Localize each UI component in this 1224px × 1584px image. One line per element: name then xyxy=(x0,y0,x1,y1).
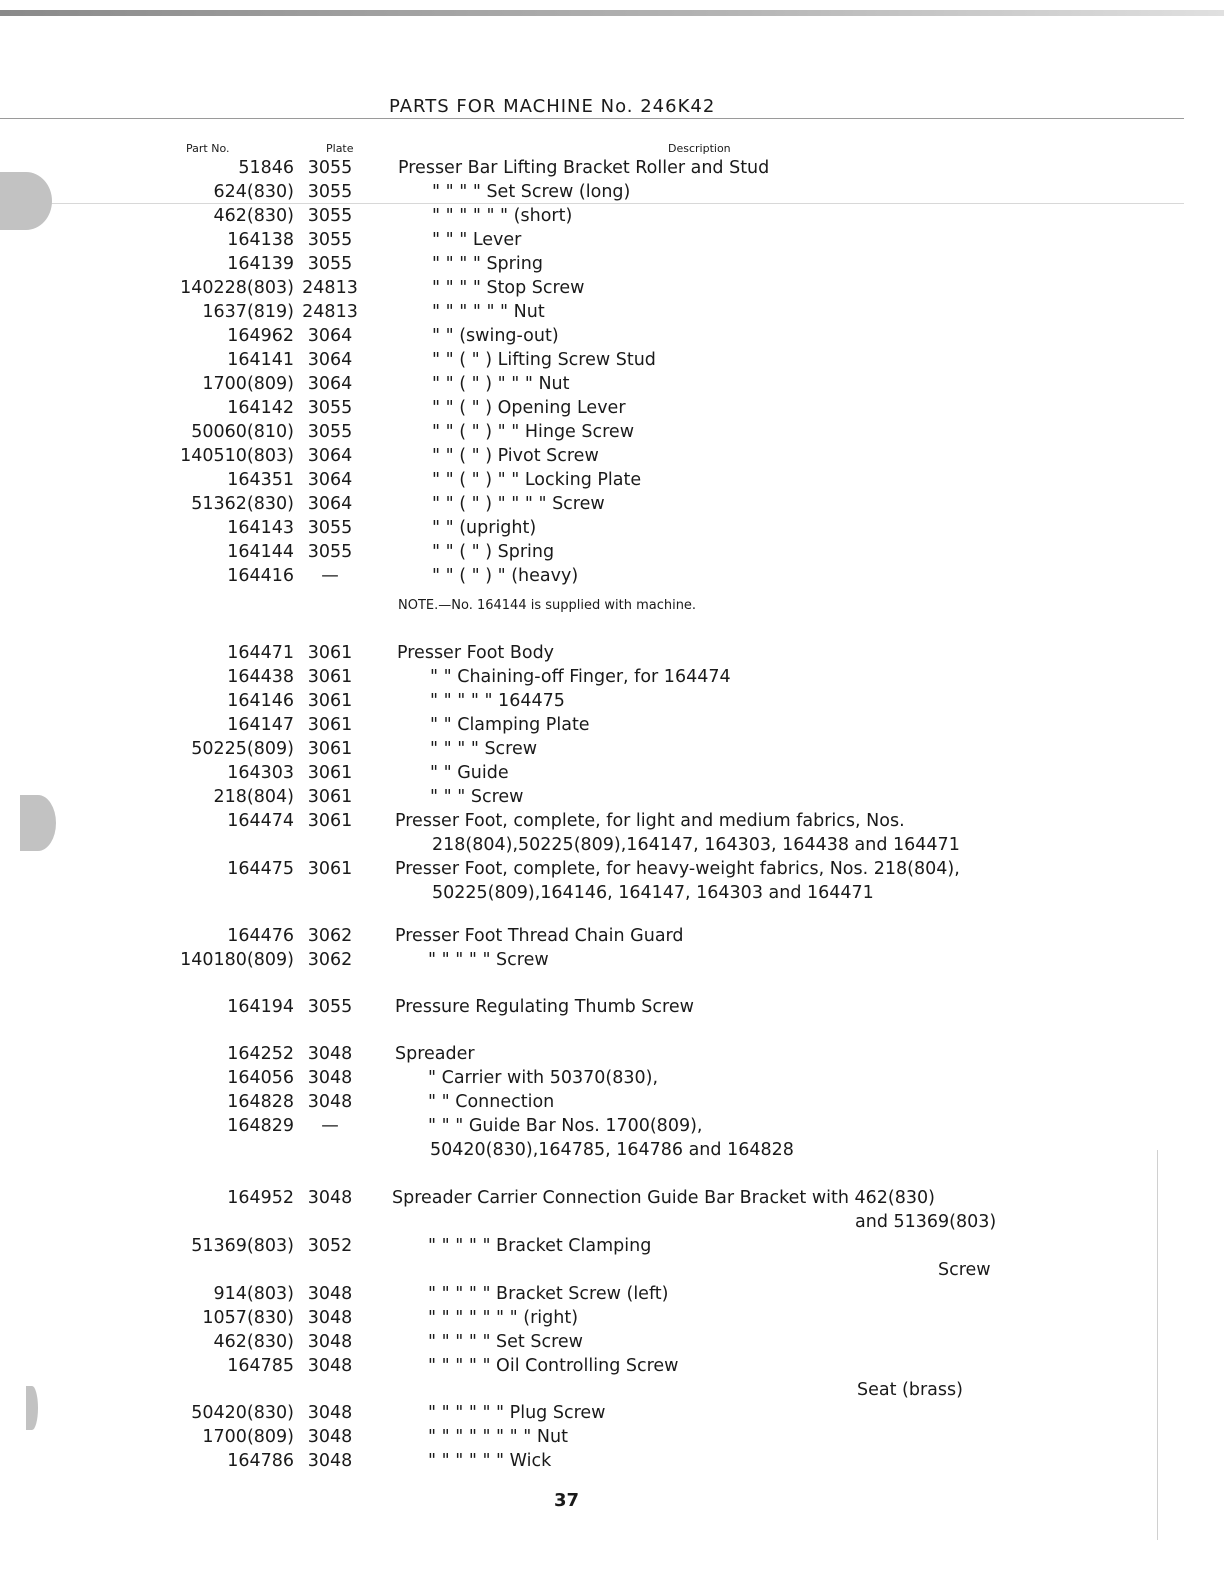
parts-row xyxy=(0,252,1224,276)
part-description: " " ( " ) Spring xyxy=(432,542,555,562)
header-description: Description xyxy=(668,142,731,155)
plate-number: 3055 xyxy=(307,230,353,250)
plate-number: 3061 xyxy=(307,691,353,711)
plate-number: 3055 xyxy=(307,422,353,442)
parts-row xyxy=(0,180,1224,204)
part-description: Spreader Carrier Connection Guide Bar Bracket with 462(830) xyxy=(392,1188,935,1208)
parts-row-continuation xyxy=(0,833,1224,857)
plate-number: 3048 xyxy=(307,1332,353,1352)
plate-number: 3061 xyxy=(307,739,353,759)
part-description: Presser Foot, complete, for heavy-weight fabrics, Nos. 218(804), xyxy=(395,859,960,879)
plate-number: 3062 xyxy=(307,950,353,970)
parts-row xyxy=(0,809,1224,833)
part-number: 164828 xyxy=(227,1092,294,1112)
part-description: " " " " Screw xyxy=(430,739,538,759)
part-description: " " " Guide Bar Nos. 1700(809), xyxy=(428,1116,703,1136)
part-description: Presser Foot Body xyxy=(397,643,555,663)
part-number: 164147 xyxy=(227,715,294,735)
part-number: 218(804) xyxy=(213,787,294,807)
parts-row xyxy=(0,995,1224,1019)
part-number: 164351 xyxy=(227,470,294,490)
plate-number: 3048 xyxy=(307,1451,353,1471)
title-rule xyxy=(0,118,1184,119)
parts-row-continuation xyxy=(0,1138,1224,1162)
parts-row xyxy=(0,1282,1224,1306)
parts-row xyxy=(0,204,1224,228)
plate-number: — xyxy=(321,1116,339,1136)
plate-number: 3061 xyxy=(307,859,353,879)
parts-row xyxy=(0,1042,1224,1066)
parts-row xyxy=(0,1449,1224,1473)
parts-row xyxy=(0,1330,1224,1354)
part-description: " " ( " ) Pivot Screw xyxy=(432,446,599,466)
part-number: 164146 xyxy=(227,691,294,711)
parts-row xyxy=(0,564,1224,588)
plate-number: 3048 xyxy=(307,1188,353,1208)
parts-row xyxy=(0,228,1224,252)
part-description: " " (swing-out) xyxy=(432,326,559,346)
part-description: " " " " " Screw xyxy=(428,950,549,970)
plate-number: 3048 xyxy=(307,1427,353,1447)
part-number: 140228(803) xyxy=(180,278,294,298)
part-number: 51846 xyxy=(238,158,294,178)
plate-number: — xyxy=(321,566,339,586)
parts-row xyxy=(0,324,1224,348)
part-description: " " ( " ) " " Locking Plate xyxy=(432,470,642,490)
parts-row xyxy=(0,1234,1224,1258)
parts-row xyxy=(0,1066,1224,1090)
part-number: 50225(809) xyxy=(191,739,294,759)
part-description: 218(804),50225(809),164147, 164303, 164438 and 164471 xyxy=(432,835,960,855)
part-number: 164194 xyxy=(227,997,294,1017)
parts-row xyxy=(0,665,1224,689)
plate-number: 3048 xyxy=(307,1284,353,1304)
part-number: 164962 xyxy=(227,326,294,346)
part-description: " " " " " Bracket Screw (left) xyxy=(428,1284,669,1304)
parts-row xyxy=(0,156,1224,180)
part-number: 1637(819) xyxy=(202,302,294,322)
part-description: " " (upright) xyxy=(432,518,537,538)
plate-number: 3055 xyxy=(307,542,353,562)
part-number: 164476 xyxy=(227,926,294,946)
parts-row-continuation xyxy=(0,1378,1224,1402)
part-description: " " " " Set Screw (long) xyxy=(432,182,631,202)
parts-row xyxy=(0,713,1224,737)
part-description: " " Connection xyxy=(428,1092,555,1112)
part-description: " " ( " ) " " Hinge Screw xyxy=(432,422,635,442)
plate-number: 3055 xyxy=(307,518,353,538)
part-number: 1057(830) xyxy=(202,1308,294,1328)
header-plate: Plate xyxy=(326,142,354,155)
plate-number: 3061 xyxy=(307,787,353,807)
part-number: 164475 xyxy=(227,859,294,879)
part-number: 164474 xyxy=(227,811,294,831)
part-description: " " " " " " " " Nut xyxy=(428,1427,568,1447)
part-number: 462(830) xyxy=(213,206,294,226)
part-number: 164143 xyxy=(227,518,294,538)
part-description: " " " Screw xyxy=(430,787,524,807)
part-description: Presser Bar Lifting Bracket Roller and Stud xyxy=(398,158,770,178)
part-number: 50420(830) xyxy=(191,1403,294,1423)
parts-row xyxy=(0,1306,1224,1330)
part-number: 1700(809) xyxy=(202,374,294,394)
part-description: and 51369(803) xyxy=(855,1212,997,1232)
plate-number: 3064 xyxy=(307,470,353,490)
part-description: 50420(830),164785, 164786 and 164828 xyxy=(430,1140,794,1160)
parts-row xyxy=(0,276,1224,300)
plate-number: 3048 xyxy=(307,1308,353,1328)
part-number: 164786 xyxy=(227,1451,294,1471)
plate-number: 3055 xyxy=(307,398,353,418)
header-part-no: Part No. xyxy=(186,142,230,155)
parts-row xyxy=(0,857,1224,881)
part-description: " " " Lever xyxy=(432,230,522,250)
plate-number: 3048 xyxy=(307,1068,353,1088)
part-description: " " Guide xyxy=(430,763,509,783)
part-description: Presser Foot, complete, for light and medium fabrics, Nos. xyxy=(395,811,905,831)
part-number: 914(803) xyxy=(213,1284,294,1304)
plate-number: 3048 xyxy=(307,1356,353,1376)
part-number: 164471 xyxy=(227,643,294,663)
part-description: Presser Foot Thread Chain Guard xyxy=(395,926,684,946)
part-number: 164139 xyxy=(227,254,294,274)
parts-row xyxy=(0,516,1224,540)
plate-number: 3061 xyxy=(307,715,353,735)
plate-number: 3064 xyxy=(307,374,353,394)
parts-row xyxy=(0,372,1224,396)
parts-row xyxy=(0,948,1224,972)
plate-number: 3055 xyxy=(307,158,353,178)
part-description: " " Chaining-off Finger, for 164474 xyxy=(430,667,731,687)
part-number: 164785 xyxy=(227,1356,294,1376)
part-description: " " " " " " Plug Screw xyxy=(428,1403,606,1423)
part-number: 1700(809) xyxy=(202,1427,294,1447)
part-description: " " " " " " Wick xyxy=(428,1451,552,1471)
part-description: Screw xyxy=(938,1260,991,1280)
plate-number: 3061 xyxy=(307,763,353,783)
plate-number: 3055 xyxy=(307,206,353,226)
part-description: Spreader xyxy=(395,1044,475,1064)
part-description: " " ( " ) " (heavy) xyxy=(432,566,579,586)
parts-row xyxy=(0,492,1224,516)
parts-row xyxy=(0,348,1224,372)
parts-row xyxy=(0,396,1224,420)
scan-top-edge xyxy=(0,10,1224,16)
parts-row-continuation xyxy=(0,881,1224,905)
part-number: 164252 xyxy=(227,1044,294,1064)
part-description: Seat (brass) xyxy=(857,1380,963,1400)
part-number: 164056 xyxy=(227,1068,294,1088)
plate-number: 3064 xyxy=(307,446,353,466)
plate-number: 3052 xyxy=(307,1236,353,1256)
part-number: 164438 xyxy=(227,667,294,687)
part-number: 462(830) xyxy=(213,1332,294,1352)
parts-row xyxy=(0,737,1224,761)
parts-row xyxy=(0,924,1224,948)
part-number: 50060(810) xyxy=(191,422,294,442)
plate-number: 3061 xyxy=(307,811,353,831)
page-number: 37 xyxy=(554,1490,580,1511)
parts-row xyxy=(0,468,1224,492)
part-description: " " " " " " Nut xyxy=(432,302,545,322)
plate-number: 3055 xyxy=(307,254,353,274)
supply-note: NOTE.—No. 164144 is supplied with machine. xyxy=(398,598,697,613)
plate-number: 3062 xyxy=(307,926,353,946)
part-description: " " " " " 164475 xyxy=(430,691,565,711)
part-number: 624(830) xyxy=(213,182,294,202)
part-number: 164829 xyxy=(227,1116,294,1136)
parts-row xyxy=(0,1186,1224,1210)
part-number: 164142 xyxy=(227,398,294,418)
plate-number: 24813 xyxy=(302,278,358,298)
plate-number: 3048 xyxy=(307,1092,353,1112)
plate-number: 3064 xyxy=(307,494,353,514)
part-description: " " " " " " (short) xyxy=(432,206,573,226)
plate-number: 3048 xyxy=(307,1044,353,1064)
parts-row xyxy=(0,1114,1224,1138)
part-number: 164416 xyxy=(227,566,294,586)
part-number: 51369(803) xyxy=(191,1236,294,1256)
part-description: " " ( " ) " " " Nut xyxy=(432,374,570,394)
parts-row xyxy=(0,444,1224,468)
parts-row-continuation xyxy=(0,1258,1224,1282)
parts-row-continuation xyxy=(0,1210,1224,1234)
part-number: 164138 xyxy=(227,230,294,250)
parts-row xyxy=(0,641,1224,665)
part-description: " " " " " Oil Controlling Screw xyxy=(428,1356,679,1376)
part-description: " " " " " Bracket Clamping xyxy=(428,1236,652,1256)
parts-row xyxy=(0,300,1224,324)
parts-row xyxy=(0,689,1224,713)
part-description: " Carrier with 50370(830), xyxy=(428,1068,659,1088)
part-number: 140510(803) xyxy=(180,446,294,466)
part-number: 140180(809) xyxy=(180,950,294,970)
parts-row xyxy=(0,540,1224,564)
part-description: " " ( " ) Opening Lever xyxy=(432,398,626,418)
part-number: 164144 xyxy=(227,542,294,562)
parts-row xyxy=(0,761,1224,785)
part-number: 51362(830) xyxy=(191,494,294,514)
plate-number: 3061 xyxy=(307,643,353,663)
plate-number: 3061 xyxy=(307,667,353,687)
parts-row xyxy=(0,1354,1224,1378)
plate-number: 3055 xyxy=(307,997,353,1017)
part-description: " " " " " " " (right) xyxy=(428,1308,579,1328)
part-description: " " " " Stop Screw xyxy=(432,278,585,298)
plate-number: 3064 xyxy=(307,350,353,370)
part-description: " " ( " ) " " " " Screw xyxy=(432,494,605,514)
page-title: PARTS FOR MACHINE No. 246K42 xyxy=(389,96,716,117)
parts-row xyxy=(0,1425,1224,1449)
plate-number: 3064 xyxy=(307,326,353,346)
part-number: 164952 xyxy=(227,1188,294,1208)
part-description: " " Clamping Plate xyxy=(430,715,590,735)
plate-number: 3048 xyxy=(307,1403,353,1423)
plate-number: 3055 xyxy=(307,182,353,202)
part-number: 164141 xyxy=(227,350,294,370)
parts-row xyxy=(0,785,1224,809)
part-description: " " " " Spring xyxy=(432,254,543,274)
parts-row xyxy=(0,1401,1224,1425)
plate-number: 24813 xyxy=(302,302,358,322)
parts-row xyxy=(0,1090,1224,1114)
part-description: " " ( " ) Lifting Screw Stud xyxy=(432,350,656,370)
part-description: Pressure Regulating Thumb Screw xyxy=(395,997,694,1017)
parts-row xyxy=(0,420,1224,444)
part-description: 50225(809),164146, 164147, 164303 and 164471 xyxy=(432,883,874,903)
part-description: " " " " " Set Screw xyxy=(428,1332,583,1352)
part-number: 164303 xyxy=(227,763,294,783)
